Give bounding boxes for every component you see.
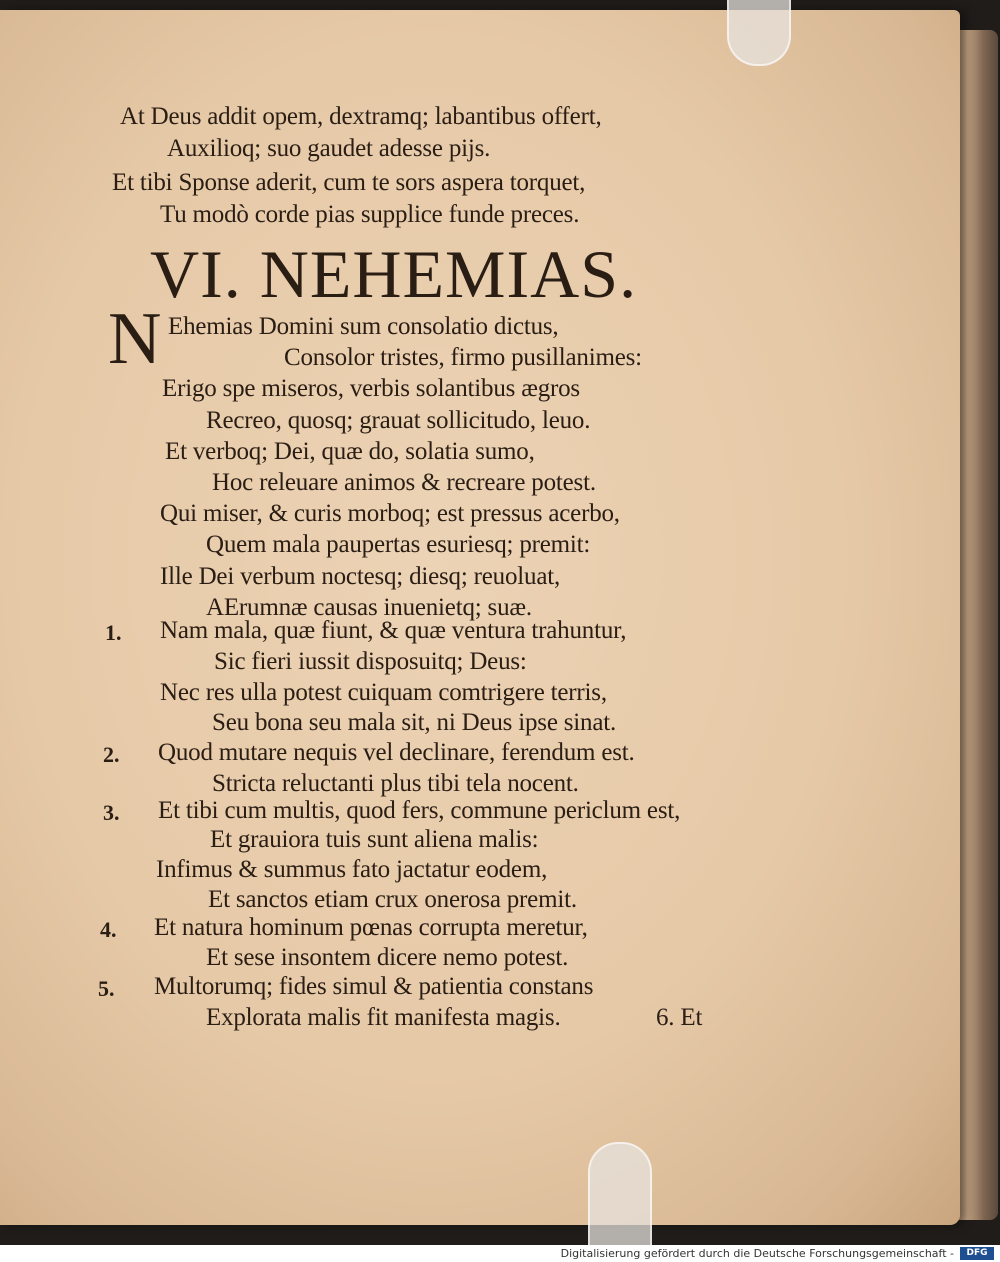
verse-line: Seu bona seu mala sit, ni Deus ipse sinat. [212, 709, 617, 736]
top-verse-line: Et tibi Sponse aderit, cum te sors aspera torquet, [112, 169, 586, 196]
catchword: 6. Et [656, 1004, 703, 1031]
footer-bar [0, 1245, 1000, 1262]
verse-line: Et sanctos etiam crux onerosa premit. [208, 886, 577, 913]
verse-line: Nec res ulla potest cuiquam comtrigere terris, [160, 679, 607, 706]
page-clip-top [727, 0, 791, 66]
top-verse-line: Auxilioq; suo gaudet adesse pijs. [167, 135, 491, 162]
verse-line: Consolor tristes, firmo pusillanimes: [284, 344, 642, 371]
section-heading: VI. NEHEMIAS. [150, 236, 638, 312]
verse-number: 3. [103, 800, 120, 825]
verse-line: Et tibi cum multis, quod fers, commune periclum est, [158, 797, 681, 824]
verse-line-first: Ehemias Domini sum consolatio dictus, [168, 313, 559, 340]
verse-line: Et grauiora tuis sunt aliena malis: [210, 826, 539, 853]
dfg-logo: DFG [960, 1247, 994, 1260]
verse-line: Ille Dei verbum noctesq; diesq; reuoluat, [160, 563, 561, 590]
verse-line: Explorata malis fit manifesta magis. [206, 1004, 561, 1031]
verse-number: 5. [98, 976, 115, 1001]
top-verse-line: At Deus addit opem, dextramq; labantibus offert, [120, 103, 602, 130]
verse-line: Qui miser, & curis morboq; est pressus acerbo, [160, 500, 620, 527]
verse-line: Multorumq; fides simul & patientia constans [154, 973, 594, 1000]
verse-line: Infimus & summus fato jactatur eodem, [156, 856, 548, 883]
verse-line: AErumnæ causas inuenietq; suæ. [206, 594, 532, 621]
verse-line: Hoc releuare animos & recreare potest. [212, 469, 596, 496]
verse-line: Stricta reluctanti plus tibi tela nocent. [212, 770, 579, 797]
funding-credit: Digitalisierung gefördert durch die Deutsche Forschungsgemeinschaft - [560, 1247, 954, 1260]
verse-line: Recreo, quosq; grauat sollicitudo, leuo. [206, 407, 591, 434]
verse-line: Et verboq; Dei, quæ do, solatia sumo, [165, 438, 535, 465]
verse-line: Erigo spe miseros, verbis solantibus ægros [162, 375, 580, 402]
verse-number: 4. [100, 917, 117, 942]
top-verse-line: Tu modò corde pias supplice funde preces. [160, 201, 580, 228]
book-page [0, 10, 960, 1225]
drop-initial: N [108, 298, 162, 380]
verse-line: Sic fieri iussit disposuitq; Deus: [214, 648, 527, 675]
verse-line: Quod mutare nequis vel declinare, ferendum est. [158, 739, 635, 766]
verse-number: 1. [105, 620, 122, 645]
verse-line: Et natura hominum pœnas corrupta meretur, [154, 914, 588, 941]
verse-line: Quem mala paupertas esuriesq; premit: [206, 531, 591, 558]
verse-line: Et sese insontem dicere nemo potest. [206, 944, 569, 971]
verse-number: 2. [103, 742, 120, 767]
verse-line: Nam mala, quæ fiunt, & quæ ventura trahuntur, [160, 617, 627, 644]
page-clip-bottom [588, 1142, 652, 1245]
